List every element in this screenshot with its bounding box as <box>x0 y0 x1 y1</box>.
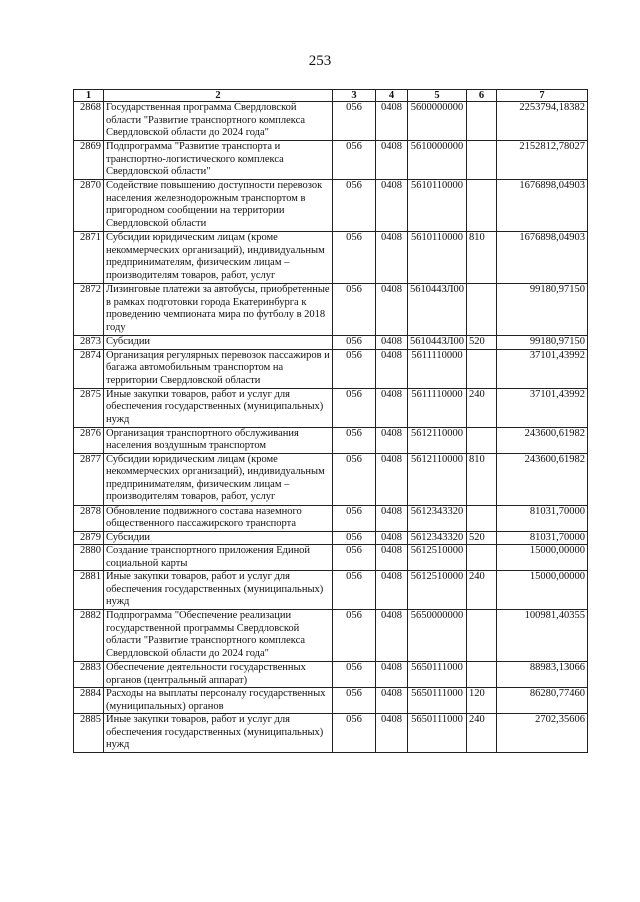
row-name: Подпрограмма "Обеспечение реализации государственной программы Свердловской области "Развитие транспортного комплекса Свердловской области до 2024 года" <box>104 610 333 662</box>
row-number: 2883 <box>74 662 104 688</box>
expense-type-code <box>467 180 497 232</box>
expense-type-code <box>467 141 497 180</box>
ministry-code: 056 <box>333 531 376 545</box>
target-article-code: 5612510000 <box>408 571 467 610</box>
expense-type-code <box>467 102 497 141</box>
target-article-code: 5611110000 <box>408 388 467 427</box>
table-row <box>74 505 588 531</box>
amount: 2253794,18382 <box>497 102 588 141</box>
table-row <box>74 102 588 141</box>
target-article-code: 5610110000 <box>408 180 467 232</box>
amount: 37101,43992 <box>497 388 588 427</box>
target-article-code: 5612110000 <box>408 453 467 505</box>
row-number: 2870 <box>74 180 104 232</box>
ministry-code: 056 <box>333 141 376 180</box>
target-article-code: 5650111000 <box>408 714 467 753</box>
section-code: 0408 <box>376 505 408 531</box>
target-article-code: 5612343320 <box>408 531 467 545</box>
row-name: Субсидии <box>104 336 333 350</box>
column-header: 3 <box>333 90 376 102</box>
row-number: 2872 <box>74 284 104 336</box>
row-name: Обновление подвижного состава наземного общественного пассажирского транспорта <box>104 505 333 531</box>
expense-type-code: 240 <box>467 571 497 610</box>
amount: 243600,61982 <box>497 427 588 453</box>
row-name: Иные закупки товаров, работ и услуг для обеспечения государственных (муниципальных) нужд <box>104 571 333 610</box>
row-number: 2880 <box>74 545 104 571</box>
target-article-code: 5650111000 <box>408 662 467 688</box>
table-row <box>74 571 588 610</box>
section-code: 0408 <box>376 610 408 662</box>
table-row <box>74 388 588 427</box>
table-row <box>74 714 588 753</box>
table-row <box>74 688 588 714</box>
amount: 81031,70000 <box>497 505 588 531</box>
amount: 88983,13066 <box>497 662 588 688</box>
ministry-code: 056 <box>333 349 376 388</box>
expense-type-code <box>467 505 497 531</box>
section-code: 0408 <box>376 571 408 610</box>
section-code: 0408 <box>376 349 408 388</box>
row-number: 2884 <box>74 688 104 714</box>
expense-type-code: 240 <box>467 388 497 427</box>
amount: 243600,61982 <box>497 453 588 505</box>
expense-type-code: 520 <box>467 531 497 545</box>
target-article-code: 5650111000 <box>408 688 467 714</box>
section-code: 0408 <box>376 531 408 545</box>
ministry-code: 056 <box>333 453 376 505</box>
budget-table <box>73 89 588 753</box>
ministry-code: 056 <box>333 714 376 753</box>
row-name: Иные закупки товаров, работ и услуг для обеспечения государственных (муниципальных) нужд <box>104 388 333 427</box>
row-name: Организация регулярных перевозок пассажиров и багажа автомобильным транспортом на территории Свердловской области <box>104 349 333 388</box>
page-number: 253 <box>308 53 332 69</box>
row-name: Расходы на выплаты персоналу государственных (муниципальных) органов <box>104 688 333 714</box>
amount: 1676898,04903 <box>497 180 588 232</box>
amount: 15000,00000 <box>497 571 588 610</box>
table-row <box>74 545 588 571</box>
section-code: 0408 <box>376 688 408 714</box>
table-row <box>74 610 588 662</box>
table-row <box>74 180 588 232</box>
row-number: 2871 <box>74 232 104 284</box>
column-header: 4 <box>376 90 408 102</box>
section-code: 0408 <box>376 545 408 571</box>
ministry-code: 056 <box>333 427 376 453</box>
ministry-code: 056 <box>333 284 376 336</box>
row-number: 2874 <box>74 349 104 388</box>
section-code: 0408 <box>376 284 408 336</box>
row-number: 2885 <box>74 714 104 753</box>
amount: 15000,00000 <box>497 545 588 571</box>
ministry-code: 056 <box>333 505 376 531</box>
column-header: 7 <box>497 90 588 102</box>
section-code: 0408 <box>376 336 408 350</box>
table-row <box>74 336 588 350</box>
table-row <box>74 232 588 284</box>
amount: 99180,97150 <box>497 284 588 336</box>
target-article-code: 561044ЗЛ00 <box>408 336 467 350</box>
target-article-code: 5612110000 <box>408 427 467 453</box>
target-article-code: 5610000000 <box>408 141 467 180</box>
ministry-code: 056 <box>333 232 376 284</box>
ministry-code: 056 <box>333 102 376 141</box>
expense-type-code: 240 <box>467 714 497 753</box>
row-name: Содействие повышению доступности перевозок населения железнодорожным транспортом в пригородном сообщении на территории Свердловской области <box>104 180 333 232</box>
column-header: 2 <box>104 90 333 102</box>
row-number: 2875 <box>74 388 104 427</box>
ministry-code: 056 <box>333 662 376 688</box>
expense-type-code <box>467 284 497 336</box>
table-row <box>74 453 588 505</box>
section-code: 0408 <box>376 714 408 753</box>
row-name: Организация транспортного обслуживания населения воздушным транспортом <box>104 427 333 453</box>
row-number: 2878 <box>74 505 104 531</box>
row-number: 2873 <box>74 336 104 350</box>
section-code: 0408 <box>376 427 408 453</box>
ministry-code: 056 <box>333 180 376 232</box>
ministry-code: 056 <box>333 688 376 714</box>
row-name: Лизинговые платежи за автобусы, приобретенные в рамках подготовки города Екатеринбурга к проведению чемпионата мира по футболу в 2018 году <box>104 284 333 336</box>
amount: 1676898,04903 <box>497 232 588 284</box>
amount: 99180,97150 <box>497 336 588 350</box>
table-row <box>74 662 588 688</box>
amount: 37101,43992 <box>497 349 588 388</box>
row-number: 2882 <box>74 610 104 662</box>
row-name: Создание транспортного приложения Единой социальной карты <box>104 545 333 571</box>
expense-type-code <box>467 610 497 662</box>
expense-type-code <box>467 662 497 688</box>
section-code: 0408 <box>376 453 408 505</box>
row-name: Государственная программа Свердловской области "Развитие транспортного комплекса Свердловской области до 2024 года" <box>104 102 333 141</box>
ministry-code: 056 <box>333 545 376 571</box>
target-article-code: 561044ЗЛ00 <box>408 284 467 336</box>
expense-type-code: 520 <box>467 336 497 350</box>
section-code: 0408 <box>376 662 408 688</box>
section-code: 0408 <box>376 141 408 180</box>
ministry-code: 056 <box>333 610 376 662</box>
expense-type-code <box>467 349 497 388</box>
ministry-code: 056 <box>333 336 376 350</box>
table-row <box>74 284 588 336</box>
target-article-code: 5600000000 <box>408 102 467 141</box>
row-number: 2881 <box>74 571 104 610</box>
target-article-code: 5610110000 <box>408 232 467 284</box>
table-row <box>74 531 588 545</box>
expense-type-code <box>467 545 497 571</box>
row-name: Субсидии <box>104 531 333 545</box>
table-row <box>74 141 588 180</box>
section-code: 0408 <box>376 388 408 427</box>
expense-type-code <box>467 427 497 453</box>
ministry-code: 056 <box>333 571 376 610</box>
section-code: 0408 <box>376 232 408 284</box>
row-name: Субсидии юридическим лицам (кроме некоммерческих организаций), индивидуальным предпринимателям, физическим лицам – производителям товаров, работ, услуг <box>104 453 333 505</box>
expense-type-code: 810 <box>467 232 497 284</box>
table-header-row <box>74 90 588 102</box>
table-row <box>74 349 588 388</box>
column-header: 1 <box>74 90 104 102</box>
amount: 86280,77460 <box>497 688 588 714</box>
row-name: Иные закупки товаров, работ и услуг для обеспечения государственных (муниципальных) нужд <box>104 714 333 753</box>
row-number: 2876 <box>74 427 104 453</box>
target-article-code: 5612343320 <box>408 505 467 531</box>
amount: 2152812,78027 <box>497 141 588 180</box>
target-article-code: 5611110000 <box>408 349 467 388</box>
section-code: 0408 <box>376 102 408 141</box>
target-article-code: 5612510000 <box>408 545 467 571</box>
row-number: 2877 <box>74 453 104 505</box>
amount: 2702,35606 <box>497 714 588 753</box>
ministry-code: 056 <box>333 388 376 427</box>
row-number: 2869 <box>74 141 104 180</box>
amount: 100981,40355 <box>497 610 588 662</box>
expense-type-code: 120 <box>467 688 497 714</box>
table-row <box>74 427 588 453</box>
target-article-code: 5650000000 <box>408 610 467 662</box>
column-header: 6 <box>467 90 497 102</box>
row-number: 2868 <box>74 102 104 141</box>
row-number: 2879 <box>74 531 104 545</box>
section-code: 0408 <box>376 180 408 232</box>
expense-type-code: 810 <box>467 453 497 505</box>
row-name: Субсидии юридическим лицам (кроме некоммерческих организаций), индивидуальным предпринимателям, физическим лицам – производителям товаров, работ, услуг <box>104 232 333 284</box>
row-name: Обеспечение деятельности государственных органов (центральный аппарат) <box>104 662 333 688</box>
row-name: Подпрограмма "Развитие транспорта и транспортно-логистического комплекса Свердловской области" <box>104 141 333 180</box>
column-header: 5 <box>408 90 467 102</box>
amount: 81031,70000 <box>497 531 588 545</box>
